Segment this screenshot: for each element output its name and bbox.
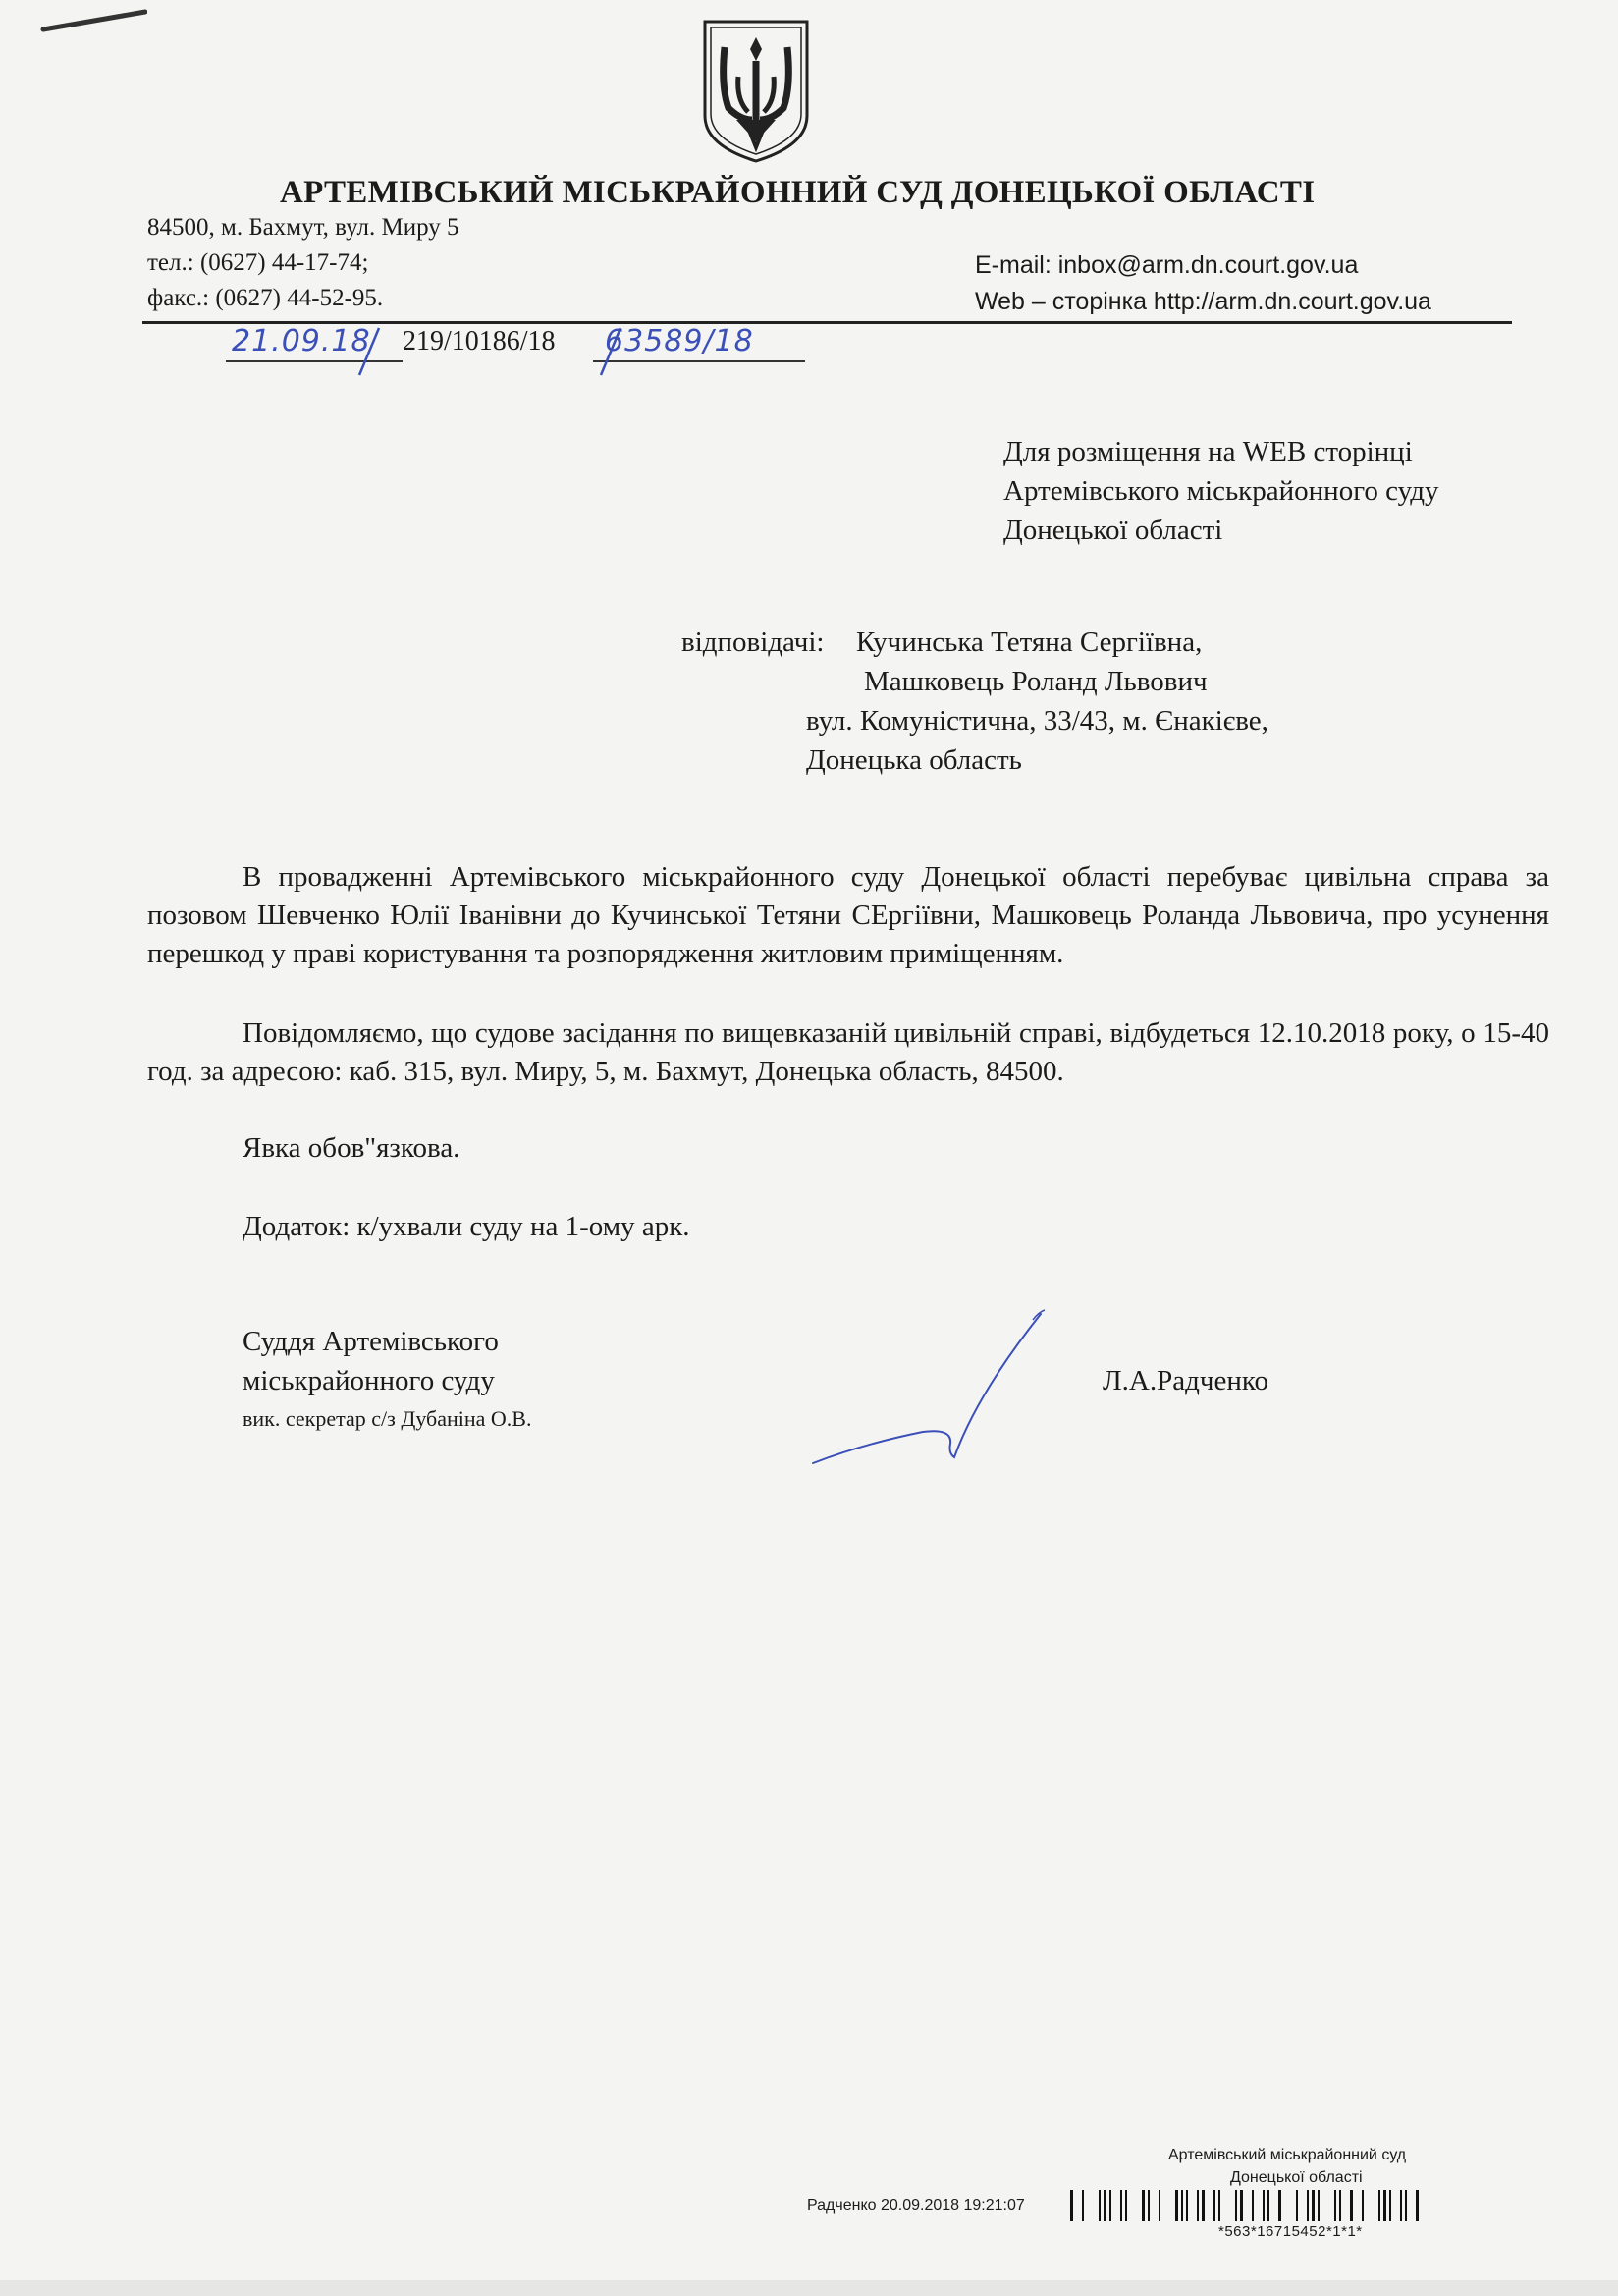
court-fax: факс.: (0627) 44-52-95. bbox=[147, 285, 384, 311]
barcode-bar bbox=[1350, 2190, 1353, 2221]
court-name: АРТЕМІВСЬКИЙ МІСЬКРАЙОННИЙ СУД ДОНЕЦЬКОЇ ОБЛАСТІ bbox=[280, 175, 1316, 210]
respondent-name-2: Машковець Роланд Львович bbox=[864, 666, 1208, 697]
outgoing-number: 63589/18 bbox=[605, 324, 754, 358]
barcode-bar bbox=[1278, 2190, 1281, 2221]
e-signature-stamp: Радченко 20.09.2018 19:21:07 bbox=[807, 2197, 1025, 2214]
respondent-address-1: вул. Комуністична, 33/43, м. Єнакієве, bbox=[806, 705, 1268, 737]
barcode-bar bbox=[1125, 2190, 1127, 2221]
barcode-bar bbox=[1202, 2190, 1205, 2221]
barcode-bar bbox=[1307, 2190, 1309, 2221]
barcode-bar bbox=[1378, 2190, 1380, 2221]
recipient-line-2: Артемівського міськрайонного суду bbox=[1003, 475, 1439, 507]
respondent-address-2: Донецька область bbox=[806, 744, 1022, 776]
barcode-bar bbox=[1148, 2190, 1150, 2221]
stamp-org-line-1: Артемівський міськрайонний суд bbox=[1168, 2147, 1407, 2163]
judge-title-2: міськрайонного суду bbox=[243, 1365, 495, 1396]
body-paragraph-2: Повідомляємо, що судове засідання по вищевказаній цивільній справі, відбудеться 12.10.2018 року, о 15-40 год. за адресою: каб. 315, вул. Миру, 5, м. Бахмут, Донецька область, 84500. bbox=[147, 1017, 1549, 1087]
barcode-bar bbox=[1197, 2190, 1199, 2221]
court-address: 84500, м. Бахмут, вул. Миру 5 bbox=[147, 214, 459, 241]
barcode-bar bbox=[1214, 2190, 1215, 2221]
barcode-bar bbox=[1120, 2190, 1122, 2221]
body-paragraph-1: В провадженні Артемівського міськрайонного суду Донецької області перебуває цивільна справа за позовом Шевченко Юлії Іванівни до Кучинської Тетяни СЕргіївни, Машковець Роланда Львовича, про усунення перешкод у праві користування та розпорядження житловим приміщенням. bbox=[147, 861, 1549, 969]
judge-name: Л.А.Радченко bbox=[1103, 1365, 1268, 1396]
trident-emblem-icon bbox=[697, 18, 815, 165]
barcode-bar bbox=[1362, 2190, 1364, 2221]
barcode-bar bbox=[1175, 2190, 1178, 2221]
barcode-bar bbox=[1318, 2190, 1320, 2221]
barcode-bar bbox=[1252, 2190, 1254, 2221]
stamp-org-line-2: Донецької області bbox=[1230, 2169, 1363, 2186]
barcode-bar bbox=[1104, 2190, 1106, 2221]
barcode-bar bbox=[1109, 2190, 1111, 2221]
page-bottom-edge bbox=[0, 2280, 1618, 2296]
case-number: 219/10186/18 bbox=[403, 326, 556, 356]
barcode-bar bbox=[1235, 2190, 1237, 2221]
respondents-label: відповідачі: bbox=[681, 627, 825, 658]
barcode-icon bbox=[1068, 2188, 1549, 2223]
barcode-bar bbox=[1099, 2190, 1101, 2221]
barcode-bar bbox=[1070, 2190, 1073, 2221]
barcode-bar bbox=[1339, 2190, 1341, 2221]
attachment-note: Додаток: к/ухвали суду на 1-ому арк. bbox=[243, 1211, 690, 1242]
barcode-bar bbox=[1334, 2190, 1336, 2221]
attendance-notice: Явка обов"язкова. bbox=[243, 1132, 460, 1164]
court-website: Web – сторінка http://arm.dn.court.gov.ua bbox=[975, 288, 1431, 315]
respondent-name-1: Кучинська Тетяна Сергіївна, bbox=[856, 627, 1203, 658]
barcode-bar bbox=[1416, 2190, 1419, 2221]
barcode-bar bbox=[1296, 2190, 1298, 2221]
court-email: E-mail: inbox@arm.dn.court.gov.ua bbox=[975, 251, 1359, 279]
barcode-bar bbox=[1383, 2190, 1386, 2221]
barcode-bar bbox=[1142, 2190, 1145, 2221]
court-phone: тел.: (0627) 44-17-74; bbox=[147, 249, 369, 276]
handwritten-signature bbox=[805, 1306, 1060, 1468]
executor-note: вик. секретар с/з Дубаніна О.В. bbox=[243, 1406, 532, 1431]
judge-title-1: Суддя Артемівського bbox=[243, 1326, 499, 1357]
barcode-bar bbox=[1082, 2190, 1084, 2221]
barcode-bar bbox=[1159, 2190, 1160, 2221]
barcode-bar bbox=[1181, 2190, 1183, 2221]
barcode-bar bbox=[1218, 2190, 1220, 2221]
barcode-bar bbox=[1240, 2190, 1243, 2221]
recipient-line-3: Донецької області bbox=[1003, 515, 1223, 546]
scan-mark bbox=[39, 8, 147, 37]
registration-date: 21.09.18 bbox=[232, 324, 371, 358]
barcode-bar bbox=[1267, 2190, 1269, 2221]
barcode-bar bbox=[1389, 2190, 1391, 2221]
barcode-bar bbox=[1263, 2190, 1265, 2221]
barcode-bar bbox=[1405, 2190, 1407, 2221]
recipient-line-1: Для розміщення на WEB сторінці bbox=[1003, 436, 1413, 467]
barcode-bar bbox=[1400, 2190, 1402, 2221]
registration-slash bbox=[353, 326, 383, 377]
barcode-bar bbox=[1312, 2190, 1315, 2221]
barcode-bar bbox=[1186, 2190, 1188, 2221]
barcode-number: *563*16715452*1*1* bbox=[1218, 2223, 1363, 2240]
outgoing-underline bbox=[593, 360, 805, 362]
